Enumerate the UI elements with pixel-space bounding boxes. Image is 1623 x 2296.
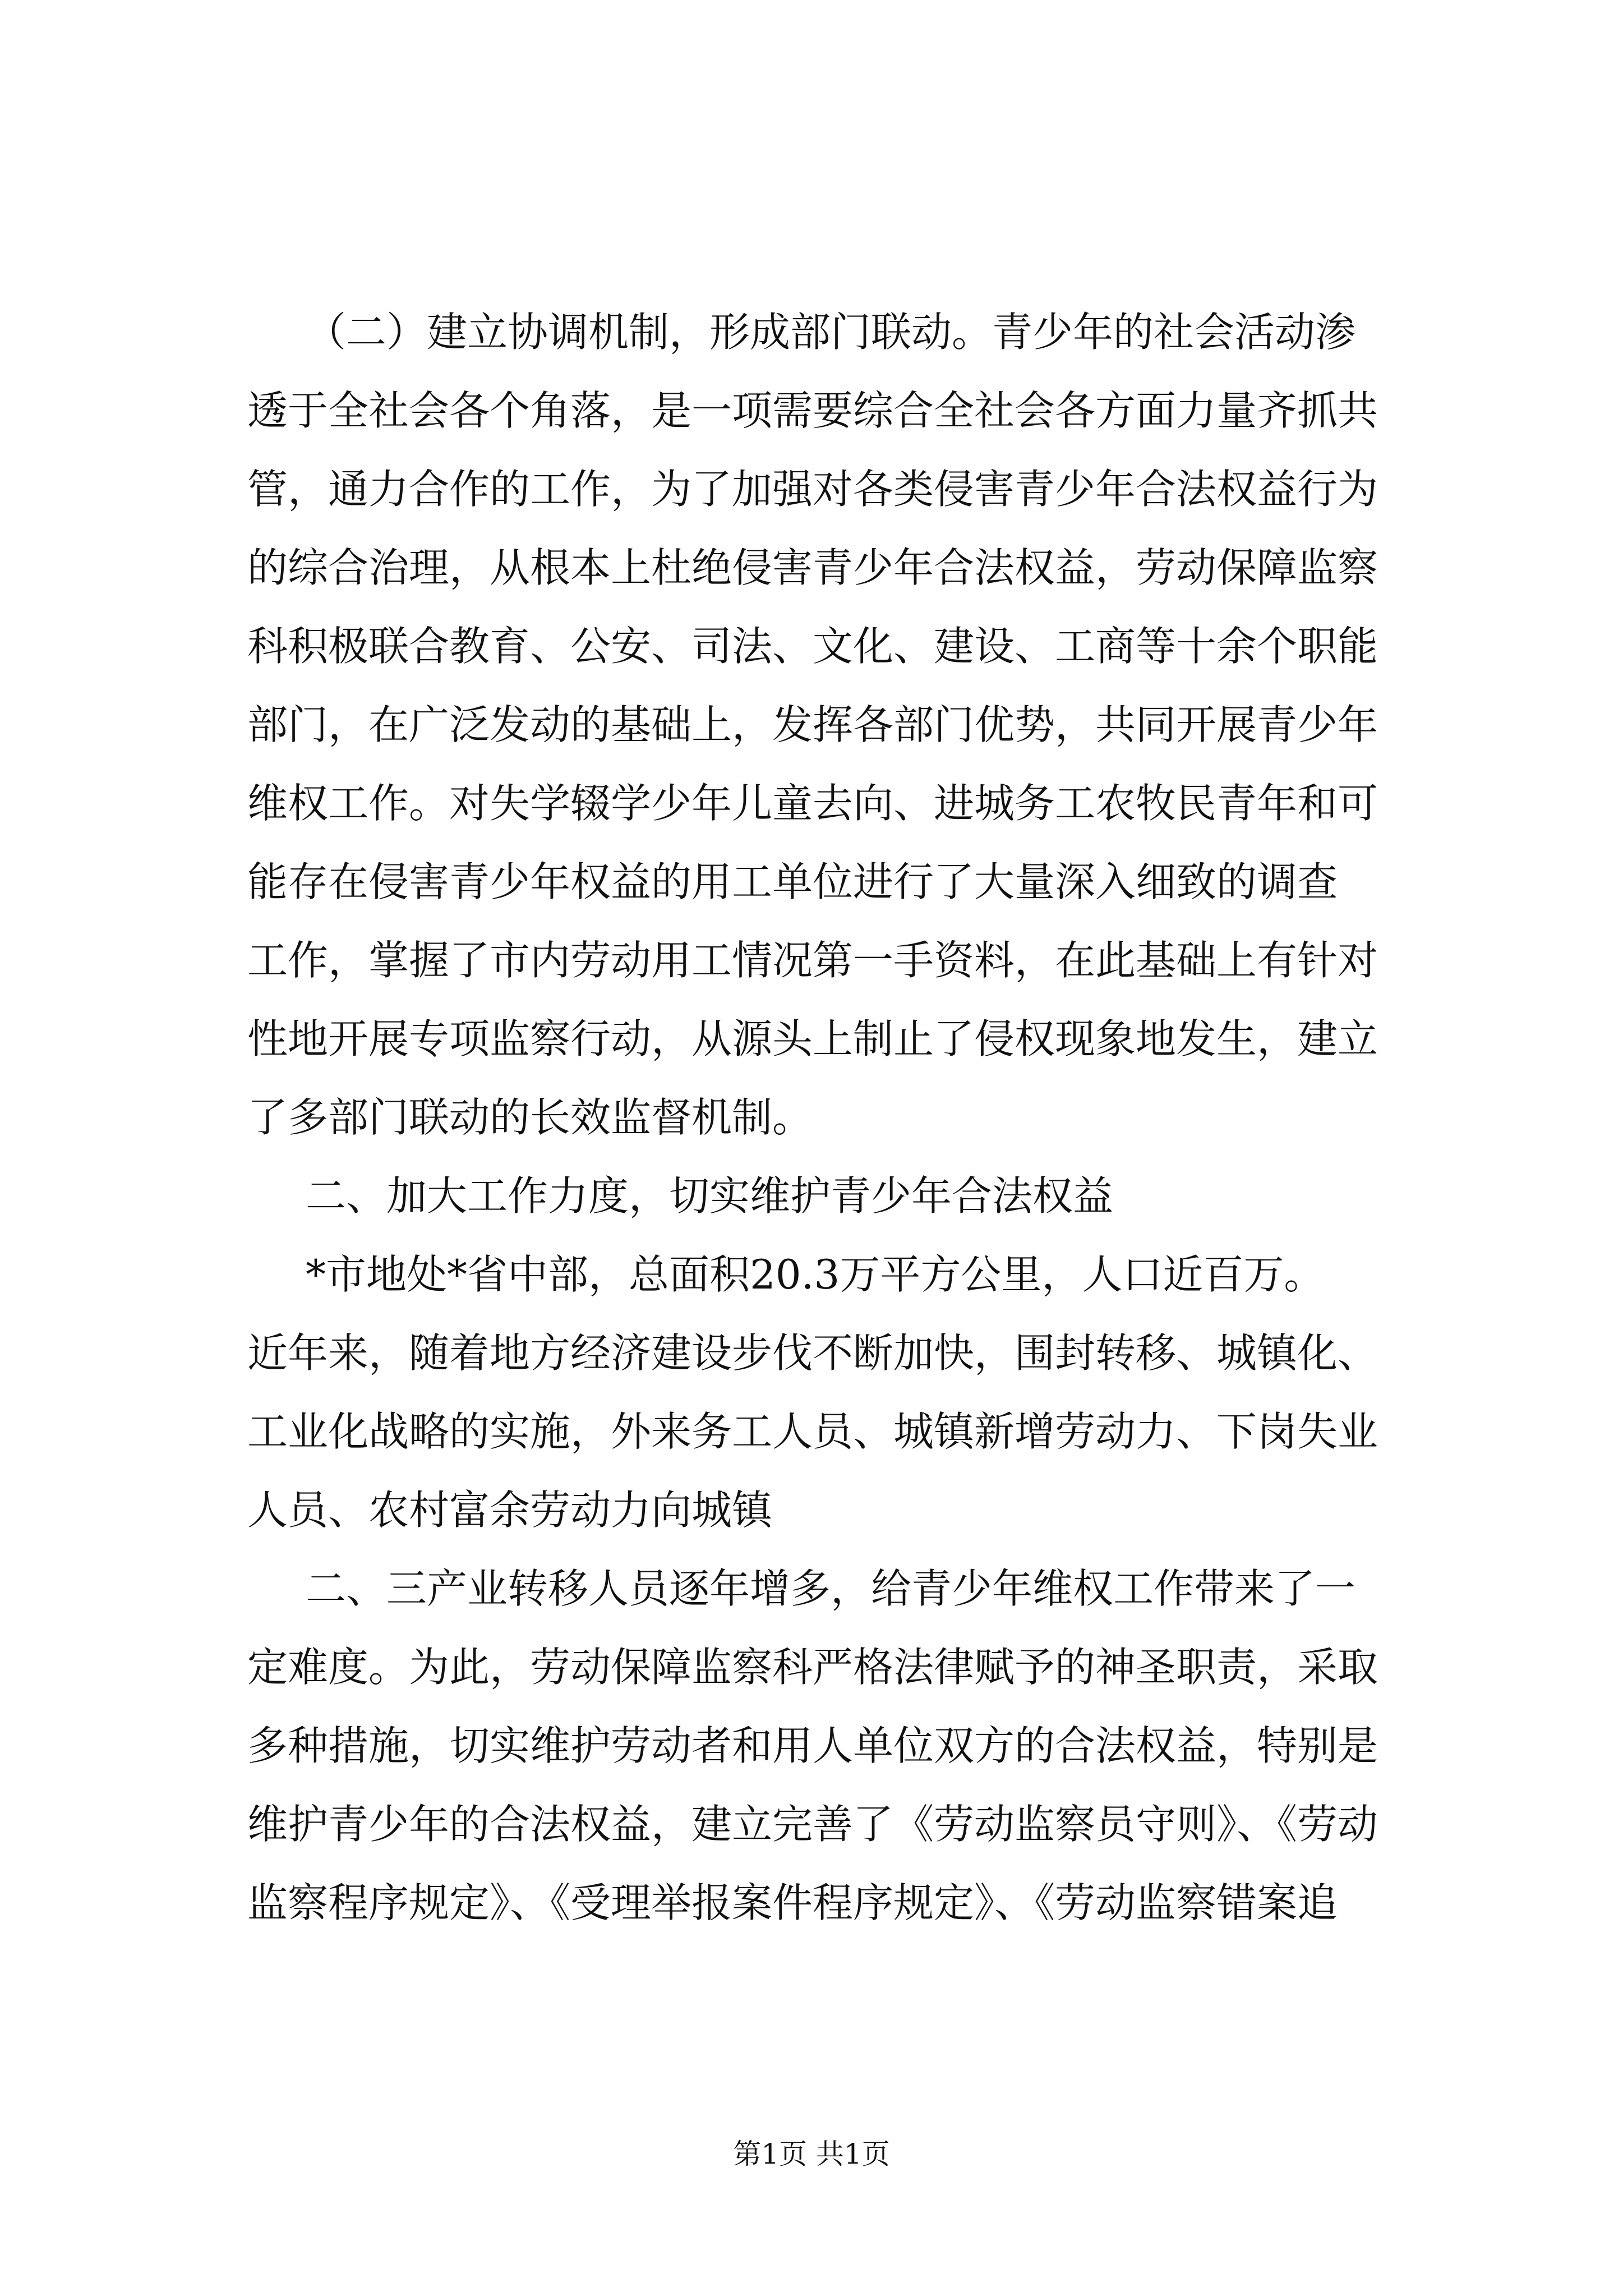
text-line: 多种措施，切实维护劳动者和用人单位双方的合法权益，特别是 <box>247 1722 1378 1769</box>
text-line: 能存在侵害青少年权益的用工单位进行了大量深入细致的调查 <box>247 858 1338 905</box>
paragraph-heading-coordination: （二）建立协调机制，形成部门联动。青少年的社会活动渗 <box>306 309 1356 356</box>
text-line: 透于全社会各个角落，是一项需要综合全社会各方面力量齐抓共 <box>247 387 1378 434</box>
text-line: 的综合治理，从根本上杜绝侵害青少年合法权益，劳动保障监察 <box>247 544 1378 591</box>
text-line: 二、三产业转移人员逐年增多，给青少年维权工作带来了一 <box>306 1565 1356 1612</box>
text-line: 了多部门联动的长效监督机制。 <box>247 1094 813 1141</box>
text-line: 工业化战略的实施，外来务工人员、城镇新增劳动力、下岗失业 <box>247 1408 1378 1455</box>
text-line: 维权工作。对失学辍学少年儿童去向、进城务工农牧民青年和可 <box>247 780 1378 827</box>
text-line: *市地处*省中部，总面积20.3万平方公里，人口近百万。 <box>306 1251 1325 1298</box>
text-line: 监察程序规定》、《受理举报案件程序规定》、《劳动监察错案追 <box>247 1879 1338 1926</box>
text-line: 人员、农村富余劳动力向城镇 <box>247 1487 773 1534</box>
text-line: 近年来，随着地方经济建设步伐不断加快，围封转移、城镇化、 <box>247 1329 1378 1377</box>
text-line: 管，通力合作的工作，为了加强对各类侵害青少年合法权益行为 <box>247 466 1378 513</box>
text-line: 性地开展专项监察行动，从源头上制止了侵权现象地发生，建立 <box>247 1015 1378 1062</box>
text-line: 科积极联合教育、公安、司法、文化、建设、工商等十余个职能 <box>247 623 1378 670</box>
text-line: 工作，掌握了市内劳动用工情况第一手资料，在此基础上有针对 <box>247 937 1378 984</box>
page-number-footer: 第1页 共1页 <box>733 2138 890 2170</box>
text-line: 部门，在广泛发动的基础上，发挥各部门优势，共同开展青少年 <box>247 701 1378 748</box>
text-line: 定难度。为此，劳动保障监察科严格法律赋予的神圣职责，采取 <box>247 1644 1378 1691</box>
text-line: 维护青少年的合法权益，建立完善了《劳动监察员守则》、《劳动 <box>247 1801 1378 1848</box>
section-heading-two: 二、加大工作力度，切实维护青少年合法权益 <box>306 1172 1114 1220</box>
